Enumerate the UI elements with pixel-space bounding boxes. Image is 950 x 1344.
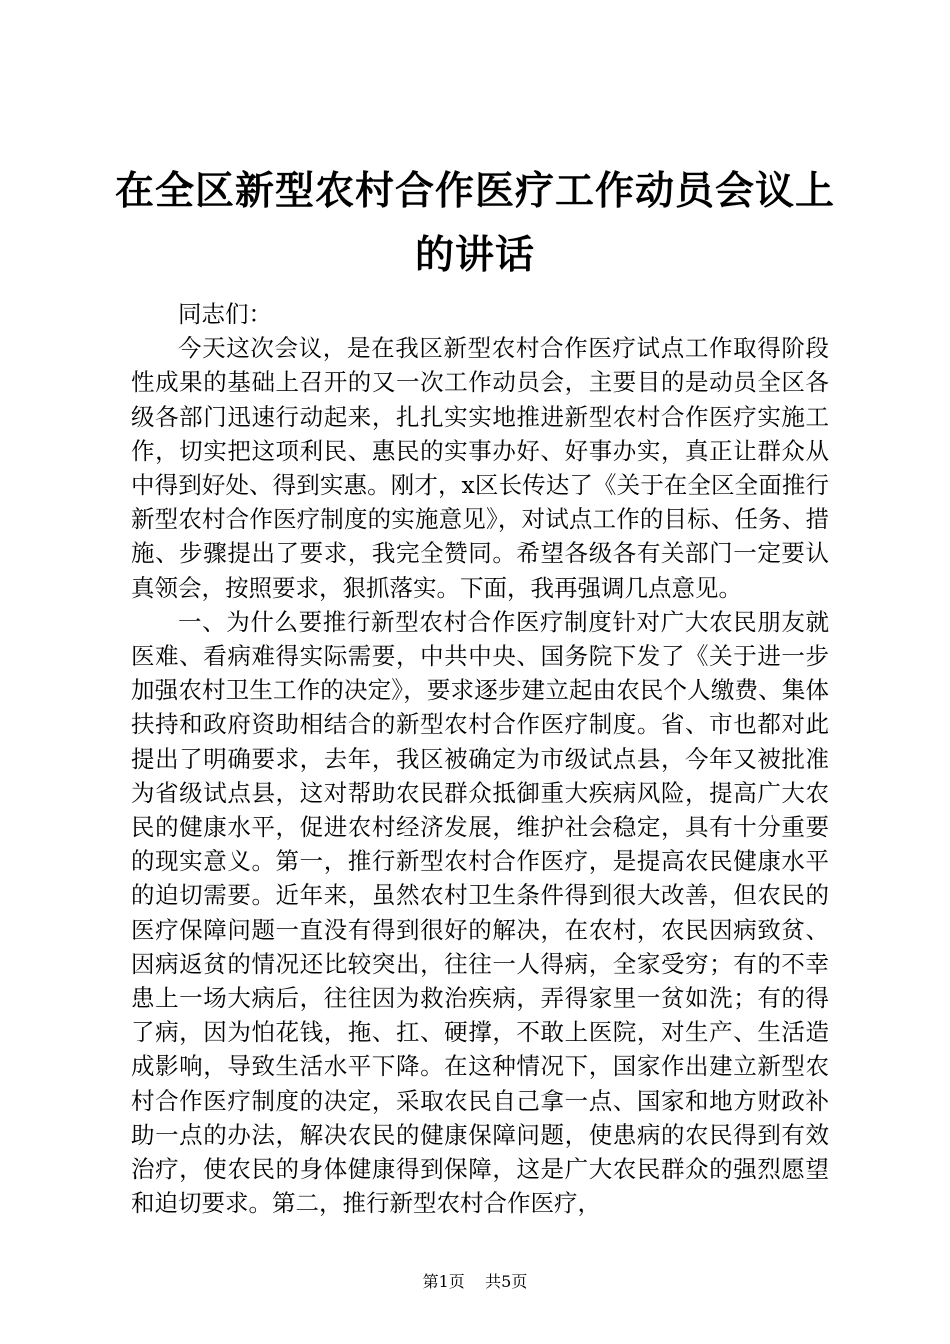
document-body: [131, 297, 829, 1220]
document-title: 在全区新型农村合作医疗工作动员会议上的讲话: [114, 169, 835, 278]
paragraph-section-one: 一、为什么要推行新型农村合作医疗制度针对广大农民朋友就医难、看病难得实际需要，中共中央、国务院下发了《关于进一步加强农村卫生工作的决定》，要求逐步建立起由农民个人缴费、集体扶持和政府资助相结合的新型农村合作医疗制度。省、市也都对此提出了明确要求，去年，我区被确定为市级试点县，今年又被批准为省级试点县，这对帮助农民群众抵御重大疾病风险，提高广大农民的健康水平，促进农村经济发展，维护社会稳定，具有十分重要的现实意义。第一，推行新型农村合作医疗，是提高农民健康水平的迫切需要。近年来，虽然农村卫生条件得到很大改善，但农民的医疗保障问题一直没有得到很好的解决，在农村，农民因病致贫、因病返贫的情况还比较突出，往往一人得病，全家受穷；有的不幸患上一场大病后，往往因为救治疾病，弄得家里一贫如洗；有的得了病，因为怕花钱，拖、扛、硬撑，不敢上医院，对生产、生活造成影响，导致生活水平下降。在这种情况下，国家作出建立新型农村合作医疗制度的决定，采取农民自己拿一点、国家和地方财政补助一点的办法，解决农民的健康保障问题，使患病的农民得到有效治疗，使农民的身体健康得到保障，这是广大农民群众的强烈愿望和迫切要求。第二，推行新型农村合作医疗，: [131, 607, 829, 1218]
page-total: 共5页: [485, 1272, 528, 1291]
page-spacer: [470, 1272, 480, 1291]
greeting: 同志们：: [178, 300, 272, 328]
page-footer: [0, 1272, 950, 1292]
page-number: 第1页: [422, 1272, 465, 1291]
paragraph-intro: 今天这次会议，是在我区新型农村合作医疗试点工作取得阶段性成果的基础上召开的又一次工作动员会，主要目的是动员全区各级各部门迅速行动起来，扎扎实实地推进新型农村合作医疗实施工作，切实把这项利民、惠民的实事办好、好事办实，真正让群众从中得到好处、得到实惠。刚才，x区长传达了《关于在全区全面推行新型农村合作医疗制度的实施意见》，对试点工作的目标、任务、措施、步骤提出了要求，我完全赞同。希望各级各有关部门一定要认真领会，按照要求，狠抓落实。下面，我再强调几点意见。: [131, 334, 829, 602]
